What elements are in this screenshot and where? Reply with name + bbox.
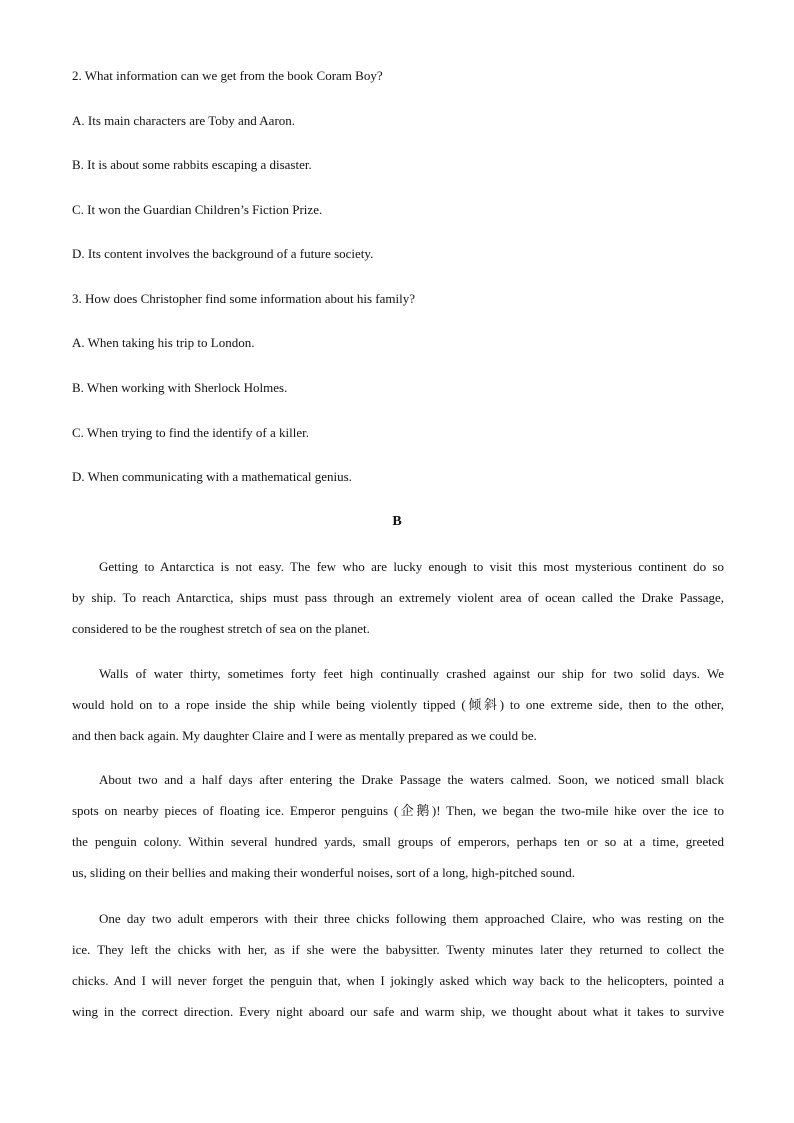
question-2-option-a: A. Its main characters are Toby and Aaron. (72, 113, 296, 128)
passage-paragraph-2 (72, 658, 724, 751)
paragraph-line: ice. They left the chicks with her, as if she were the babysitter. Twenty minutes later they returned to collect the (72, 942, 724, 957)
question-3-option-d: D. When communicating with a mathematical genius. (72, 469, 352, 484)
question-3-option-a: A. When taking his trip to London. (72, 335, 255, 350)
paragraph-line: us, sliding on their bellies and making their wonderful noises, sort of a long, high-pitched sound. (72, 865, 575, 880)
passage-paragraph-4 (72, 903, 724, 1027)
question-3-option-b: B. When working with Sherlock Holmes. (72, 380, 288, 395)
paragraph-line: Walls of water thirty, sometimes forty feet high continually crashed against our ship for two solid days. We (99, 666, 724, 681)
section-heading: B (392, 514, 402, 529)
paragraph-line: would hold on to a rope inside the ship while being violently tipped (倾斜) to one extreme side, then to the other, (72, 697, 724, 712)
question-2-option-d: D. Its content involves the background of a future society. (72, 246, 374, 261)
paragraph-line: About two and a half days after entering the Drake Passage the waters calmed. Soon, we noticed small black (99, 772, 724, 787)
paragraph-line: wing in the correct direction. Every night aboard our safe and warm ship, we thought about what it takes to survive (72, 1004, 724, 1019)
paragraph-line: considered to be the roughest stretch of sea on the planet. (72, 621, 370, 636)
question-3-option-c: C. When trying to find the identify of a killer. (72, 425, 309, 440)
paragraph-line: Getting to Antarctica is not easy. The few who are lucky enough to visit this most mysterious continent do so (99, 559, 724, 574)
paragraph-line: One day two adult emperors with their three chicks following them approached Claire, who was resting on the (99, 911, 724, 926)
paragraph-line: spots on nearby pieces of floating ice. Emperor penguins (企鹅)! Then, we began the two-mile hike over the ice to (72, 803, 724, 818)
paragraph-line: by ship. To reach Antarctica, ships must pass through an extremely violent area of ocean called the Drake Passage, (72, 590, 724, 605)
paragraph-line: and then back again. My daughter Claire and I were as mentally prepared as we could be. (72, 728, 537, 743)
question-2-option-b: B. It is about some rabbits escaping a disaster. (72, 157, 312, 172)
question-3-stem: 3. How does Christopher find some information about his family? (72, 291, 416, 306)
passage-paragraph-1 (72, 551, 724, 644)
question-2-option-c: C. It won the Guardian Children’s Fiction Prize. (72, 202, 323, 217)
paragraph-line: chicks. And I will never forget the penguin that, when I jokingly asked which way back to the helicopters, pointed a (72, 973, 724, 988)
paragraph-line: the penguin colony. Within several hundred yards, small groups of emperors, perhaps ten or so at a time, greeted (72, 834, 724, 849)
question-2-stem: 2. What information can we get from the book Coram Boy? (72, 68, 383, 83)
passage-paragraph-3 (72, 764, 724, 888)
